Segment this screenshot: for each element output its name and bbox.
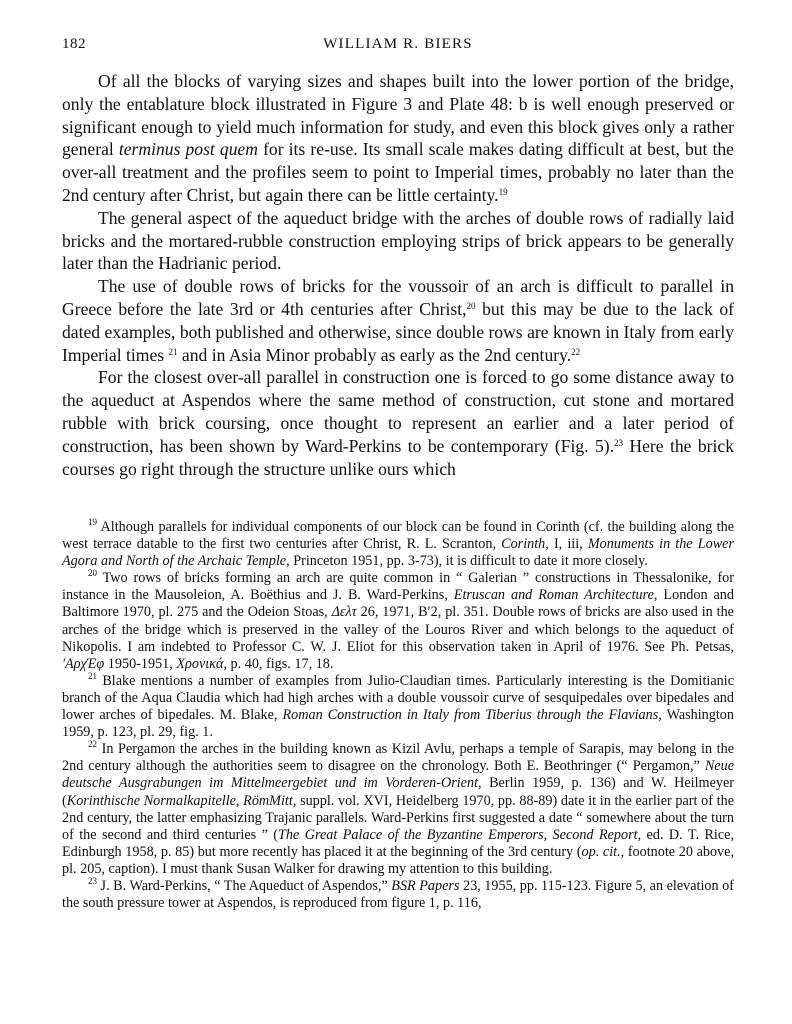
page-header	[62, 36, 734, 58]
running-head: WILLIAM R. BIERS	[323, 36, 473, 52]
footnote-19: $^{19}$ Although parallels for individual components of our block can be found in Corinth (cf. the building along the west terrace datable to the first two centuries after Christ, R. L. Scranton, Corinth, I, iii, Monuments in the Lower Agora and North of the Archaic Temple, Princeton 1951, pp. 3-73), it is difficult to date it more closely.	[62, 517, 734, 570]
footnote-ref-20[interactable]: 20	[466, 300, 476, 311]
footnote-ref-19[interactable]: 19	[498, 186, 508, 197]
footnote-ref-21[interactable]: 21	[168, 346, 178, 357]
page-number: 182	[62, 36, 86, 52]
main-text	[62, 70, 734, 480]
footnote-21: $^{21}$ Blake mentions a number of examples from Julio-Claudian times. Particularly interesting is the Domitianic branch of the Aqua Claudia which had high arches with a double voussoir curve of sesquipedales over bipedales and lower arches of bipedales. M. Blake, Roman Construction in Italy from Tiberius through the Flavians, Washington 1959, p. 123, pl. 29, fig. 1.	[62, 670, 734, 741]
footnote-20: $^{20}$ Two rows of bricks forming an arch are quite common in “ Galerian ” constructions in Thessalonike, for instance in the Mausoleion, A. Boëthius and J. B. Ward-Perkins, Etruscan and Roman Architecture, London and Baltimore 1970, pl. 275 and the Odeion Stoas, Δελτ 26, 1971, B′2, pl. 351. Double rows of bricks are also used in the arches of the bridge which is preserved in the valley of the Louros River and which belongs to the aqueduct of Nikopolis. I am indebted to Professor C. W. J. Eliot for this observation taken in April of 1976. See Ph. Petsas, 'ΑρχΈφ 1950-1951, Χρονικά, p. 40, figs. 17, 18.	[62, 568, 734, 672]
footnote-ref-22[interactable]: 22	[571, 346, 581, 357]
paragraph-2: The general aspect of the aqueduct bridge with the arches of double rows of radially laid bricks and the mortared-rubble construction employing strips of brick appears to be generally later than the Hadrianic period.	[62, 207, 734, 274]
paragraph-1: Of all the blocks of varying sizes and shapes built into the lower portion of the bridge, only the entablature block illustrated in Figure 3 and Plate 48: b is well enough preserved or significant enough to yield much information for study, and even this block gives only a rather general terminus post quem for its re-use. Its small scale makes dating difficult at best, but the over-all treatment and the profiles seem to point to Imperial times, probably no later than the 2nd century after Christ, but again there can be little certainty.$^{19}$	[62, 71, 734, 205]
footnotes	[62, 519, 734, 912]
footnote-ref-23[interactable]: 23	[614, 437, 624, 448]
footnote-22: $^{22}$ In Pergamon the arches in the building known as Kizil Avlu, perhaps a temple of Sarapis, may belong in the 2nd century although the authorities seem to disagree on the chronology. Both E. Beothringer (“ Pergamon,” Neue deutsche Ausgrabungen im Mittelmeergebiet und im Vorderen-Orient, Berlin 1959, p. 136) and W. Heilmeyer (Korinthische Normalkapitelle, RömMitt, suppl. vol. XVI, Heidelberg 1970, pp. 88-89) date it in the earlier part of the 2nd century, the latter emphasizing Trajanic parallels. Ward-Perkins first suggested a date “ somewhere about the turn of the second and third centuries ” (The Great Palace of the Byzantine Emperors, Second Report, ed. D. T. Rice, Edinburgh 1958, p. 85) but more recently has placed it at the beginning of the 3rd century (op. cit., footnote 20 above, pl. 205, caption). I must thank Susan Walker for drawing my attention to this building.	[62, 739, 735, 877]
paragraph-3: The use of double rows of bricks for the voussoir of an arch is difficult to parallel in Greece before the late 3rd or 4th centuries after Christ,$^{20}$ but this may be due to the lack of dated examples, both published and otherwise, since double rows are known in Italy from early Imperial times $^{21}$ and in Asia Minor probably as early as the 2nd century.$^{22}$	[62, 276, 734, 365]
paragraph-4: For the closest over-all parallel in construction one is forced to go some distance away to the aqueduct at Aspendos where the same method of construction, cut stone and mortared rubble with brick coursing, once thought to represent an earlier and a later period of construction, has been shown by Ward-Perkins to be contemporary (Fig. 5).$^{23}$ Here the brick courses go right through the structure unlike ours which	[62, 367, 734, 479]
footnote-23: $^{23}$ J. B. Ward-Perkins, “ The Aqueduct of Aspendos,” BSR Papers 23, 1955, pp. 115-123. Figure 5, an elevation of the south pressure tower at Aspendos, is reproduced from figure 1, p. 116,	[62, 875, 734, 912]
